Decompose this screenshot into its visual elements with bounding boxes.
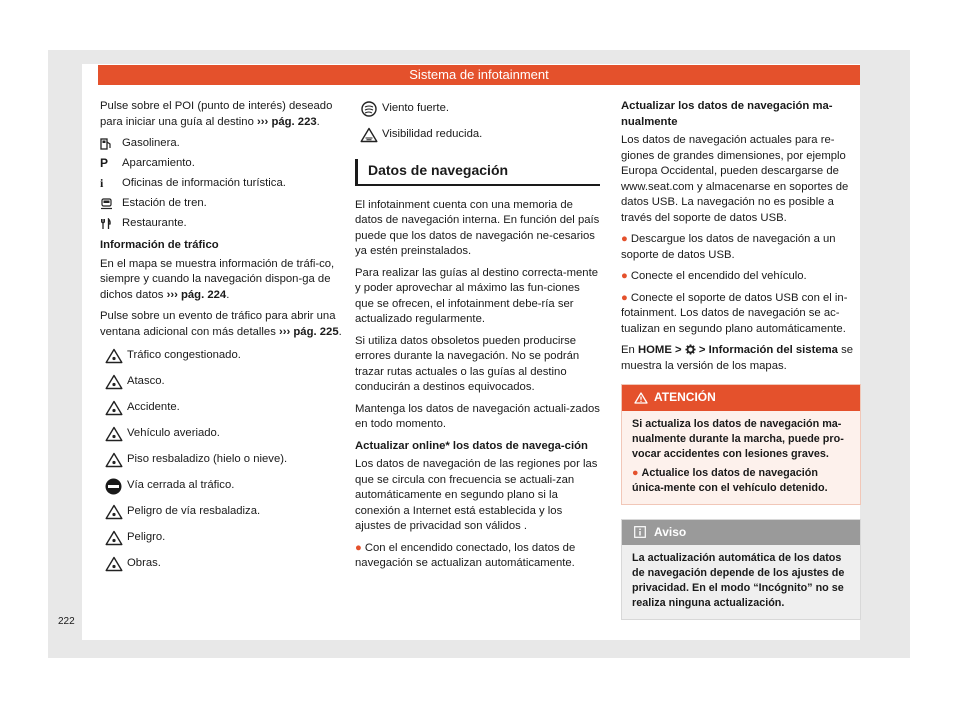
slippery-sign-icon	[100, 450, 127, 470]
traffic-sign-item: Obras.	[100, 554, 350, 574]
bullet-item: ● Actualice los datos de navegación única-mente con el vehículo detenido.	[632, 466, 828, 494]
warning-triangle-icon	[634, 392, 648, 404]
page-header: Sistema de infotainment	[98, 65, 860, 85]
train-icon	[100, 196, 122, 212]
traffic-sign-item: Piso resbaladizo (hielo o nieve).	[100, 450, 350, 470]
bullet-item: ● Conecte el soporte de datos USB con el in-fotainment. Los datos de navegación se ac-tualizan en segundo plano automáticamente.	[621, 291, 848, 335]
poi-intro: Pulse sobre el POI (punto de interés) deseado para iniciar una guía al destino ››› pág. 223.	[100, 100, 333, 128]
online-update-heading: Actualizar online* los datos de navega-ción	[355, 439, 588, 452]
traffic-sign-item: Vehículo averiado.	[100, 424, 350, 444]
info-icon	[634, 526, 646, 538]
bullet-dot: ●	[621, 270, 628, 282]
congestion-sign-icon	[100, 346, 127, 366]
wind-sign-icon	[355, 99, 382, 119]
column-2	[355, 99, 600, 578]
traffic-sign-item: Vía cerrada al tráfico.	[100, 476, 350, 496]
traffic-sign-item: Visibilidad reducida.	[355, 125, 600, 145]
bullet-dot: ●	[632, 466, 639, 479]
bullet-dot: ●	[355, 541, 362, 554]
bullet-item: ● Con el encendido conectado, los datos de navegación se actualizan automáticamente.	[355, 541, 576, 569]
bullet-dot: ●	[621, 291, 628, 304]
traffic-sign-item: Peligro.	[100, 528, 350, 548]
page-reference[interactable]: ››› pág. 223	[257, 115, 317, 128]
note-box	[621, 519, 861, 621]
fuel-pump-icon	[100, 136, 122, 152]
poi-item: Estación de tren.	[100, 196, 350, 212]
warning-header: ATENCIÓN	[622, 385, 860, 411]
traffic-sign-item: Viento fuerte.	[355, 99, 600, 119]
traffic-heading: Información de tráfico	[100, 239, 219, 251]
paragraph: Los datos de navegación actuales para re-giones de grandes dimensiones, por ejemplo Europa Occidental, pueden descargarse de www.seat.com y almacenarse en soportes de datos USB. La navegación no es posible a través del soporte de datos USB.	[621, 134, 849, 224]
section-title: Datos de navegación	[355, 159, 600, 186]
paragraph: Mantenga los datos de navegación actuali-zados en todo momento.	[355, 402, 600, 430]
column-3	[621, 99, 861, 620]
note-header: Aviso	[622, 520, 860, 546]
traffic-sign-item: Atasco.	[100, 372, 350, 392]
poi-item: Gasolinera.	[100, 136, 350, 152]
note-body: La actualización automática de los datos de navegación depende de los ajustes de privacidad. En el modo “Incógnito” no se realiza ninguna actualización.	[632, 552, 845, 609]
poi-item: Restaurante.	[100, 216, 350, 232]
traffic-sign-item: Peligro de vía resbaladiza.	[100, 502, 350, 522]
bullet-item: ● Descargue los datos de navegación a un soporte de datos USB.	[621, 233, 836, 261]
page-number: 222	[58, 616, 75, 627]
parking-icon: P	[100, 156, 109, 171]
paragraph: Si utiliza datos obsoletos pueden producirse errores durante la navegación. No se podrán trazar rutas actuales o las guías al destino conducirán a destinos equivocados.	[355, 334, 580, 393]
slippery-road-sign-icon	[100, 502, 127, 522]
warning-body: Si actualiza los datos de navegación ma-nualmente durante la marcha, puede pro-vocar accidentes con lesiones graves. ● Actualice los datos de navegación única-mente con el vehículo detenido.	[622, 411, 860, 504]
poi-item: i Oficinas de información turística.	[100, 176, 286, 191]
danger-sign-icon	[100, 528, 127, 548]
restaurant-icon	[100, 216, 122, 232]
roadworks-sign-icon	[100, 554, 127, 574]
page-reference[interactable]: ››› pág. 225	[278, 325, 339, 338]
paragraph: Los datos de navegación de las regiones por las que se circula con frecuencia se actuali-zan automáticamente en segundo plano si la conexión a Internet está establecida y los ajustes de privacidad son válidos .	[355, 458, 598, 532]
column-1	[100, 99, 350, 580]
accident-sign-icon	[100, 398, 127, 418]
page-reference[interactable]: ››› pág. 224	[166, 288, 227, 301]
traffic-paragraph: Pulse sobre un evento de tráfico para abrir una ventana adicional con más detalles ››› pág. 225.	[100, 310, 342, 338]
bullet-item: ● Conecte el encendido del vehículo.	[621, 270, 807, 282]
paragraph: El infotainment cuenta con una memoria de datos de navegación interna. En función del país puede que los datos de navegación ne-cesarios ya estén preinstalados.	[355, 198, 600, 257]
road-closed-sign-icon	[100, 476, 127, 496]
manual-update-heading: Actualizar los datos de navegación ma-nualmente	[621, 100, 833, 128]
poi-item: P Aparcamiento.	[100, 156, 195, 171]
traffic-sign-item: Accidente.	[100, 398, 350, 418]
gear-icon	[685, 344, 696, 355]
traffic-paragraph: En el mapa se muestra información de tráfi-co, siempre y cuando la navegación dispon-ga de dichos datos ››› pág. 224.	[100, 257, 335, 301]
paragraph: Para realizar las guías al destino correcta-mente y poder aprovechar al máximo las fun-ciones que se ofrecen, el infotainment debe-ría ser actualizado regularmente.	[355, 266, 598, 325]
traffic-sign-item: Tráfico congestionado.	[100, 346, 350, 366]
jam-sign-icon	[100, 372, 127, 392]
menu-path-paragraph: En HOME > > Información del sistema se muestra la versión de los mapas.	[621, 344, 854, 372]
info-icon: i	[100, 176, 104, 191]
broken-vehicle-sign-icon	[100, 424, 127, 444]
low-visibility-sign-icon	[355, 125, 382, 145]
warning-box	[621, 384, 861, 505]
bullet-dot: ●	[621, 233, 628, 245]
